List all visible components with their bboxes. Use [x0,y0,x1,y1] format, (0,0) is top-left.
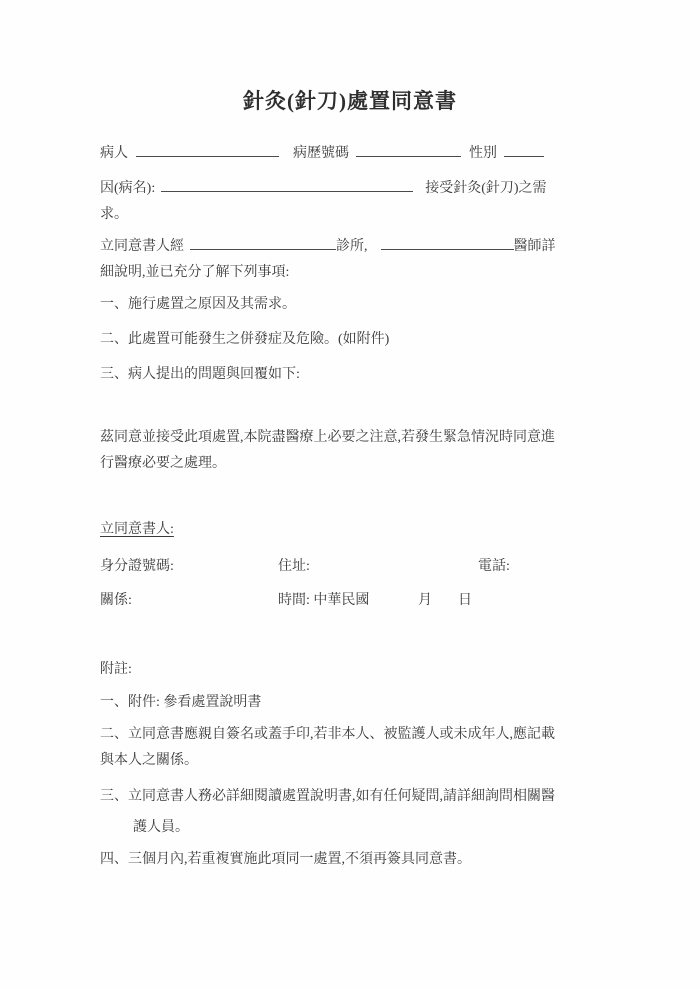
signer-row-1 [100,554,580,580]
note-2-line1: 二、立同意書應親自簽名或蓋手印,若非本人、被監護人或未成年人,應記載 [100,727,555,742]
note-item-4: 四、三個月內,若重複實施此項同一處置,不須再簽具同意書。 [100,852,471,867]
month-label: 月 [418,593,432,608]
note-item-2 [100,722,580,774]
signer-row-2 [100,588,580,614]
time-label: 時間: 中華民國 [278,593,370,608]
note-2-line2: 與本人之關係。 [100,753,198,768]
note-3-line1: 三、立同意書人務必詳細閱讀處置說明書,如有任何疑問,請詳細詢問相關醫 [100,789,555,804]
list-item-2: 二、此處置可能發生之併發症及危險。(如附件) [100,332,390,347]
consent-paragraph [100,425,580,477]
statement-lead-label: 立同意書人經 [100,239,184,254]
clinic-label: 診所, [336,239,368,254]
record-no-blank [356,142,461,157]
diagnosis-suffix-label: 接受針灸(針刀)之需 [425,181,547,196]
signer-heading: 立同意書人: [100,522,174,537]
note-3-line2: 護人員。 [133,820,189,835]
phone-label: 電話: [478,559,510,574]
page-title: 針灸(針刀)處置同意書 [243,89,457,113]
list-item-3: 三、病人提出的問題與回覆如下: [100,367,300,382]
patient-name-blank [136,142,279,157]
record-no-label: 病歷號碼 [293,146,349,161]
patient-label: 病人 [100,146,128,161]
doctor-label: 醫師詳 [513,239,556,254]
clinic-name-blank [190,235,336,250]
gender-label: 性別 [469,146,497,161]
form-body [100,141,580,873]
address-label: 住址: [278,559,310,574]
note-item-3 [100,781,580,843]
consent-line2: 行醫療必要之處理。 [100,456,226,471]
disease-name-blank [161,177,413,192]
doctor-name-blank [381,235,514,250]
patient-info-row [100,141,580,167]
id-number-label: 身分證號碼: [100,559,174,574]
consent-line1: 茲同意並接受此項處置,本院盡醫療上必要之注意,若發生緊急情況時同意進 [100,430,555,445]
relation-label: 關係: [100,593,132,608]
gender-blank [504,142,544,157]
diagnosis-paragraph [100,176,580,228]
list-item-1: 一、施行處置之原因及其需求。 [100,297,296,312]
diagnosis-row [100,176,580,202]
notes-heading: 附註: [100,662,132,677]
diagnosis-prefix-label: 因(病名): [100,181,156,196]
statement-paragraph [100,234,580,286]
day-label: 日 [458,593,472,608]
statement-line2: 細說明,並已充分了解下列事項: [100,265,290,280]
note-item-1: 一、附件: 參看處置說明書 [100,695,262,710]
diagnosis-continuation: 求。 [100,207,128,222]
statement-row [100,234,580,260]
